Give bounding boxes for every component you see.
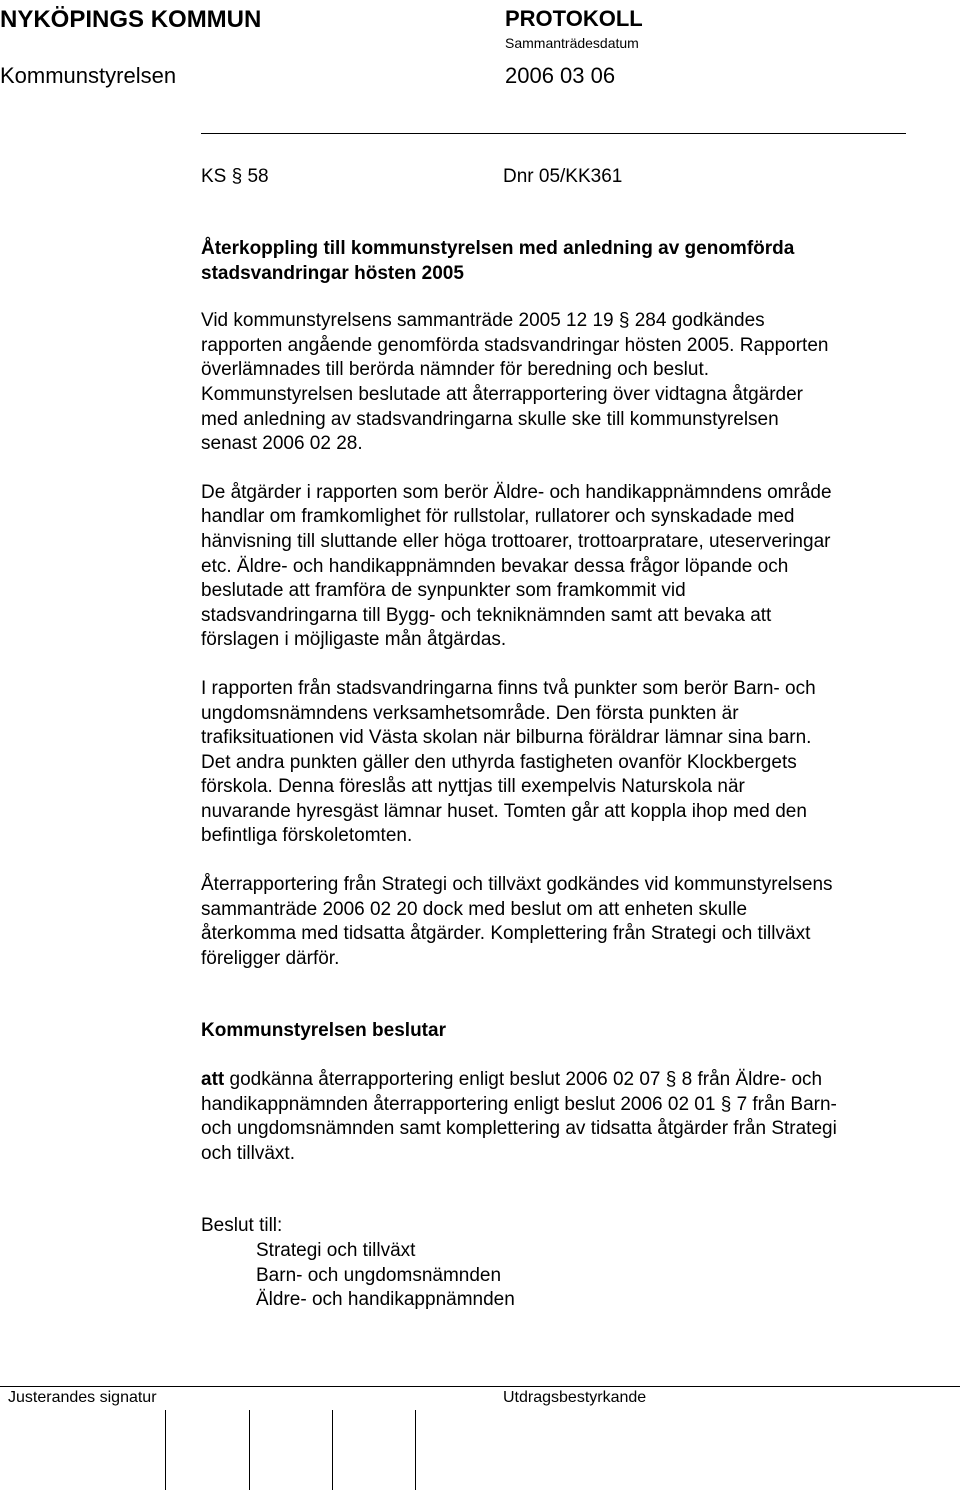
decision-line: och ungdomsnämnden samt komplettering av tidsatta åtgärder från Strategi: [201, 1118, 837, 1140]
distribution-block: [201, 1214, 931, 1312]
paragraph-line: nuvarande hyresgäst lämnar huset. Tomten går att koppla ihop med den: [201, 800, 807, 822]
paragraph-line: beslutade att framföra de synpunkter som framkommit vid: [201, 580, 686, 602]
decision-line-rest: godkänna återrapportering enligt beslut 2006 02 07 § 8 från Äldre- och: [224, 1069, 823, 1091]
paragraph-line: De åtgärder i rapporten som berör Äldre- och handikappnämndens område: [201, 481, 832, 503]
decision-heading: Kommunstyrelsen beslutar: [201, 1020, 446, 1042]
paragraph-line: Återrapportering från Strategi och tillväxt godkändes vid kommunstyrelsens: [201, 874, 833, 896]
paragraph-line: ungdomsnämndens verksamhetsområde. Den första punkten är: [201, 702, 739, 724]
signature-box-line: [249, 1410, 250, 1490]
decision-line: handikappnämnden återrapportering enligt beslut 2006 02 01 § 7 från Barn-: [201, 1093, 837, 1115]
footer-divider: [0, 1386, 960, 1387]
distribution-list: [201, 1239, 931, 1313]
case-title-line: stadsvandringar hösten 2005: [201, 262, 464, 284]
signature-box-line: [415, 1410, 416, 1490]
distribution-recipient: Strategi och tillväxt: [256, 1240, 416, 1261]
document-body: [201, 165, 931, 1313]
meeting-date: 2006 03 06: [505, 63, 616, 88]
paragraph-line: trafiksituationen vid Västa skolan när bilburna föräldrar lämnar sina barn.: [201, 727, 812, 749]
case-paragraph-number: KS § 58: [201, 166, 269, 187]
body-paragraph-youth-committee: [201, 677, 931, 849]
case-title-line: Återkoppling till kommunstyrelsen med anledning av genomförda: [201, 238, 795, 259]
paragraph-line: förskola. Denna föreslås att nyttjas till exempelvis Naturskola när: [201, 776, 745, 798]
paragraph-line: handlar om framkomlighet för rullstolar, rullatorer och synskadade med: [201, 506, 795, 528]
organization-name: NYKÖPINGS KOMMUN: [0, 6, 262, 33]
body-paragraph-elderly-committee: [201, 481, 931, 653]
paragraph-line: förslagen i möjligaste mån åtgärdas.: [201, 629, 507, 651]
paragraph-line: återkomma med tidsatta åtgärder. Komplettering från Strategi och tillväxt: [201, 923, 811, 945]
body-paragraph-strategy: [201, 873, 931, 971]
meeting-date-label: Sammanträdesdatum: [505, 35, 639, 51]
distribution-recipient: Barn- och ungdomsnämnden: [256, 1264, 502, 1286]
paragraph-line: sammanträde 2006 02 20 dock med beslut om att enheten skulle: [201, 898, 748, 920]
paragraph-line: befintliga förskoletomten.: [201, 825, 413, 847]
decision-line: [201, 1068, 931, 1093]
signature-label: Justerandes signatur: [8, 1389, 157, 1406]
body-paragraph-background: [201, 309, 931, 457]
decision-line: och tillväxt.: [201, 1142, 295, 1164]
distribution-label: Beslut till:: [201, 1215, 283, 1237]
signature-box-line: [165, 1410, 166, 1490]
case-reference-row: [201, 165, 931, 191]
paragraph-line: I rapporten från stadsvandringarna finns två punkter som berör Barn- och: [201, 677, 816, 699]
header-divider: [201, 133, 906, 134]
decision-lead-word: att: [201, 1069, 225, 1091]
signature-box-line: [332, 1410, 333, 1490]
paragraph-line: föreligger därför.: [201, 947, 340, 969]
governing-body-name: Kommunstyrelsen: [0, 63, 177, 88]
paragraph-line: etc. Äldre- och handikappnämnden bevakar dessa frågor löpande och: [201, 555, 789, 577]
paragraph-line: senast 2006 02 28.: [201, 433, 363, 455]
case-title: [201, 237, 931, 286]
extract-verification-label: Utdragsbestyrkande: [503, 1389, 647, 1406]
document-type: PROTOKOLL: [505, 6, 643, 31]
paragraph-line: med anledning av stadsvandringarna skulle ske till kommunstyrelsen: [201, 408, 779, 430]
decision-text: [201, 1068, 931, 1166]
paragraph-line: Kommunstyrelsen beslutade att återrapportering över vidtagna åtgärder: [201, 383, 804, 405]
paragraph-line: hänvisning till sluttande eller höga trottoarer, trottoarpratare, uteserveringar: [201, 530, 831, 552]
paragraph-line: Vid kommunstyrelsens sammanträde 2005 12 19 § 284 godkändes: [201, 310, 765, 332]
paragraph-line: stadsvandringarna till Bygg- och tekniknämnden samt att bevaka att: [201, 604, 772, 626]
paragraph-line: Det andra punkten gäller den uthyrda fastigheten ovanför Klockbergets: [201, 751, 797, 773]
paragraph-line: överlämnades till berörda nämnder för beredning och beslut.: [201, 359, 710, 381]
distribution-recipient: Äldre- och handikappnämnden: [256, 1289, 515, 1311]
paragraph-line: rapporten angående genomförda stadsvandringar hösten 2005. Rapporten: [201, 334, 829, 356]
registration-number: Dnr 05/KK361: [503, 166, 623, 187]
